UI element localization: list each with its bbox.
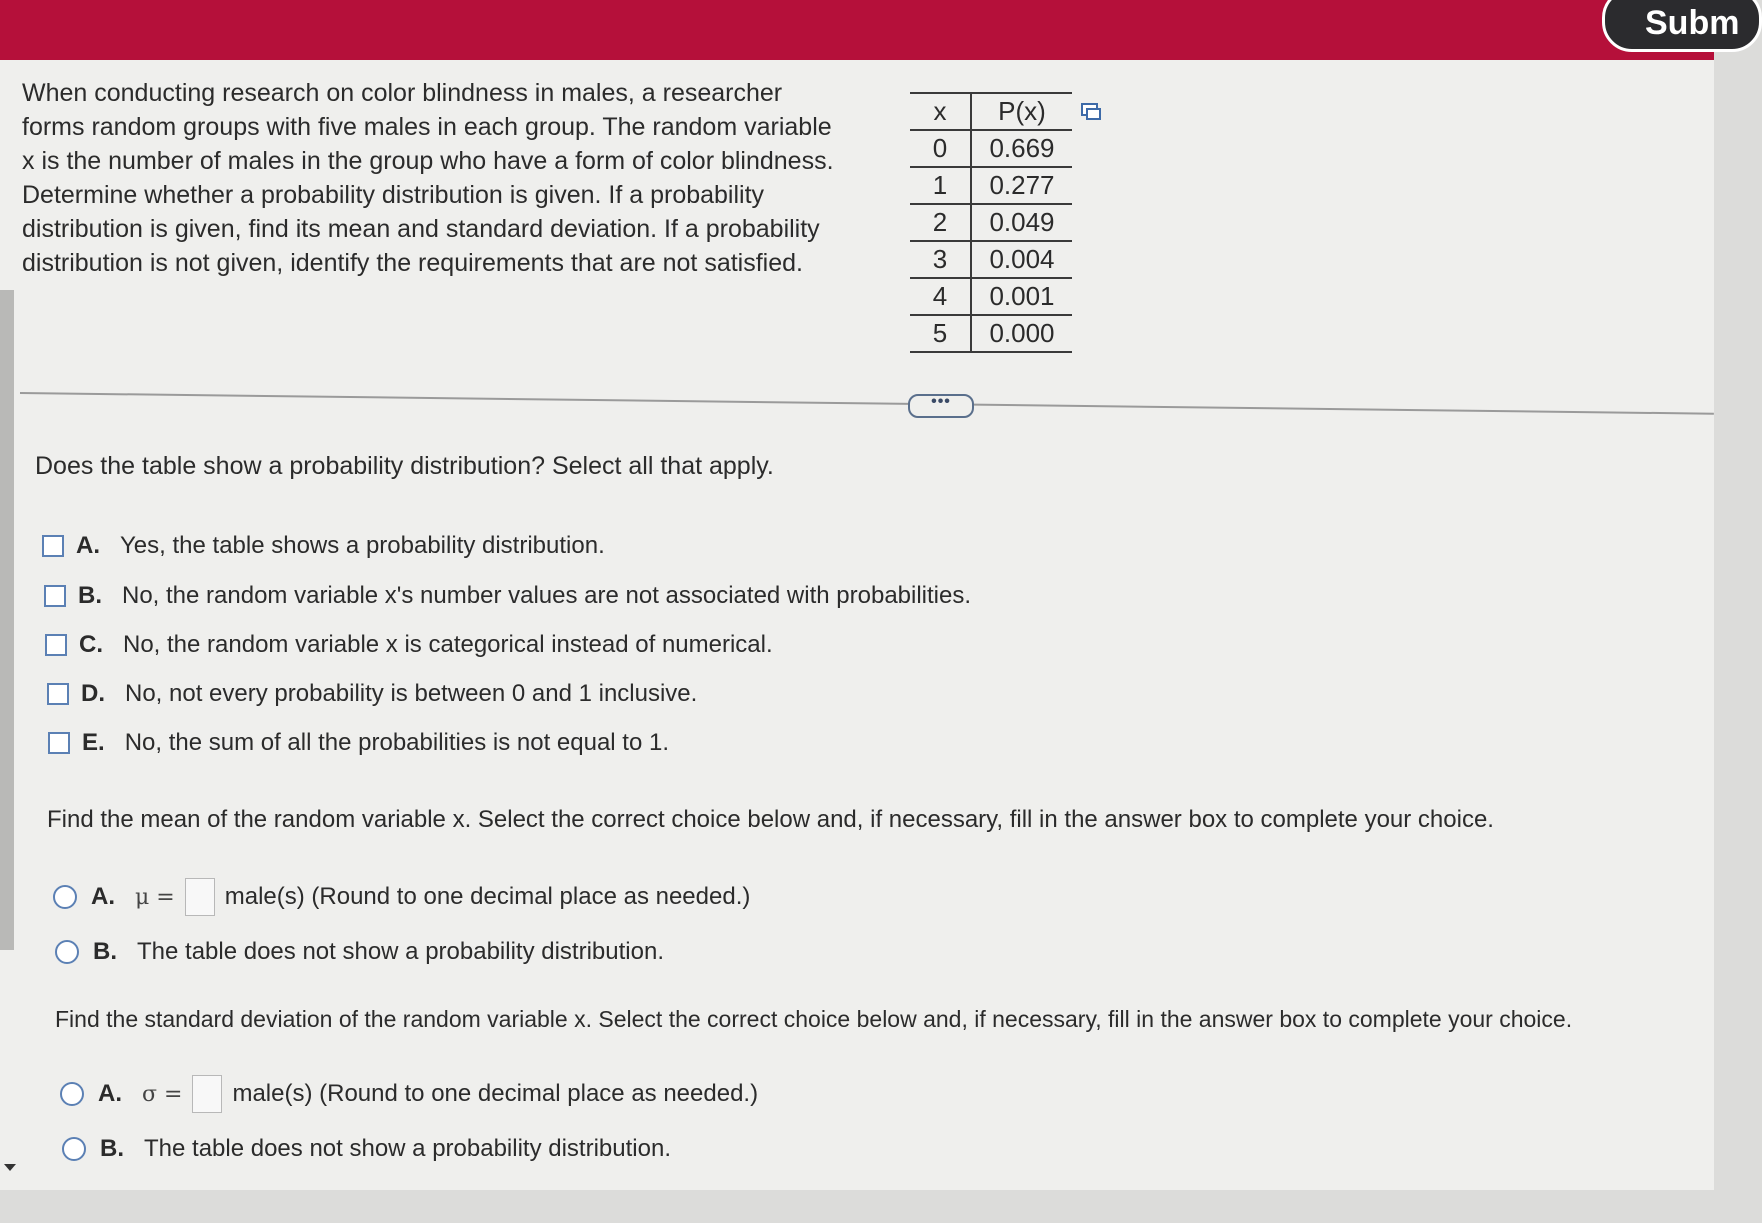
scroll-down-arrow-icon[interactable] [4,1164,16,1171]
mean-answer-input[interactable] [185,878,215,916]
question-line: Determine whether a probability distribution is given. If a probability [22,181,765,209]
part1-prompt: Does the table show a probability distribution? Select all that apply. [35,452,774,480]
cell-px: 0.277 [971,167,1072,204]
option-text: The table does not show a probability distribution. [144,1135,671,1162]
option-text: No, the sum of all the probabilities is not equal to 1. [124,729,669,756]
checkbox-b[interactable] [44,585,66,607]
sigma-symbol: σ = [142,1081,183,1107]
cell-x: 3 [910,241,971,278]
part1-option-a[interactable] [42,532,605,560]
option-text: male(s) (Round to one decimal place as needed.) [224,883,751,910]
part1-option-d[interactable] [47,680,697,708]
std-dev-answer-input[interactable] [192,1075,222,1113]
cell-px: 0.049 [971,204,1072,241]
option-text: No, not every probability is between 0 and 1 inclusive. [125,680,698,707]
part2-option-b[interactable] [55,938,664,966]
probability-table [910,92,1072,353]
option-letter: B. [93,938,117,965]
checkbox-d[interactable] [47,683,69,705]
copy-table-icon[interactable] [1080,102,1102,122]
table-row [910,167,1072,204]
option-text: No, the random variable x's number values are not associated with probabilities. [122,582,972,609]
option-letter: B. [100,1135,124,1162]
question-line: distribution is given, find its mean and standard deviation. If a probability [22,215,820,243]
cell-px: 0.000 [971,315,1072,352]
cell-x: 5 [910,315,971,352]
table-row [910,278,1072,315]
cell-x: 0 [910,130,971,167]
checkbox-c[interactable] [45,634,67,656]
part2-option-a[interactable] [53,878,750,916]
checkbox-a[interactable] [42,535,64,557]
part3-option-a[interactable] [60,1075,758,1113]
table-row [910,204,1072,241]
table-row [910,241,1072,278]
radio-a[interactable] [60,1082,84,1106]
option-letter: B. [78,582,102,609]
cell-x: 1 [910,167,971,204]
option-text: male(s) (Round to one decimal place as needed.) [232,1080,759,1107]
option-text: The table does not show a probability distribution. [137,938,664,965]
option-letter: E. [82,729,105,756]
column-header-x: x [910,93,971,130]
question-line: x is the number of males in the group who have a form of color blindness. [22,147,834,175]
question-line: distribution is not given, identify the requirements that are not satisfied. [22,249,803,277]
question-line: When conducting research on color blindness in males, a researcher [22,79,783,107]
left-scroll-edge [0,290,14,950]
expand-button[interactable]: ••• [908,394,974,418]
radio-b[interactable] [62,1137,86,1161]
option-text: Yes, the table shows a probability distribution. [120,532,605,559]
table-row [910,130,1072,167]
part2-prompt: Find the mean of the random variable x. Select the correct choice below and, if necessary, fill in the answer box to complete your choice. [47,806,1494,833]
part3-option-b[interactable] [62,1135,671,1163]
radio-b[interactable] [55,940,79,964]
question-line: forms random groups with five males in each group. The random variable [22,113,832,141]
option-text: No, the random variable x is categorical instead of numerical. [123,631,773,658]
mu-symbol: μ = [135,884,175,910]
part1-option-e[interactable] [48,729,669,757]
part1-option-c[interactable] [45,631,773,659]
option-letter: D. [81,680,105,707]
cell-px: 0.004 [971,241,1072,278]
option-letter: A. [76,532,100,559]
part3-prompt: Find the standard deviation of the random variable x. Select the correct choice below and, if necessary, fill in the answer box to complete your choice. [55,1006,1573,1032]
question-text [22,76,902,280]
cell-x: 4 [910,278,971,315]
part1-option-b[interactable] [44,582,971,610]
radio-a[interactable] [53,885,77,909]
cell-px: 0.001 [971,278,1072,315]
option-letter: A. [91,883,115,910]
checkbox-e[interactable] [48,732,70,754]
submit-button[interactable]: Subm [1602,0,1762,52]
option-letter: C. [79,631,103,658]
table-header-row [910,93,1072,130]
cell-px: 0.669 [971,130,1072,167]
cell-x: 2 [910,204,971,241]
column-header-px: P(x) [971,93,1072,130]
option-letter: A. [98,1080,122,1107]
table-row [910,315,1072,352]
